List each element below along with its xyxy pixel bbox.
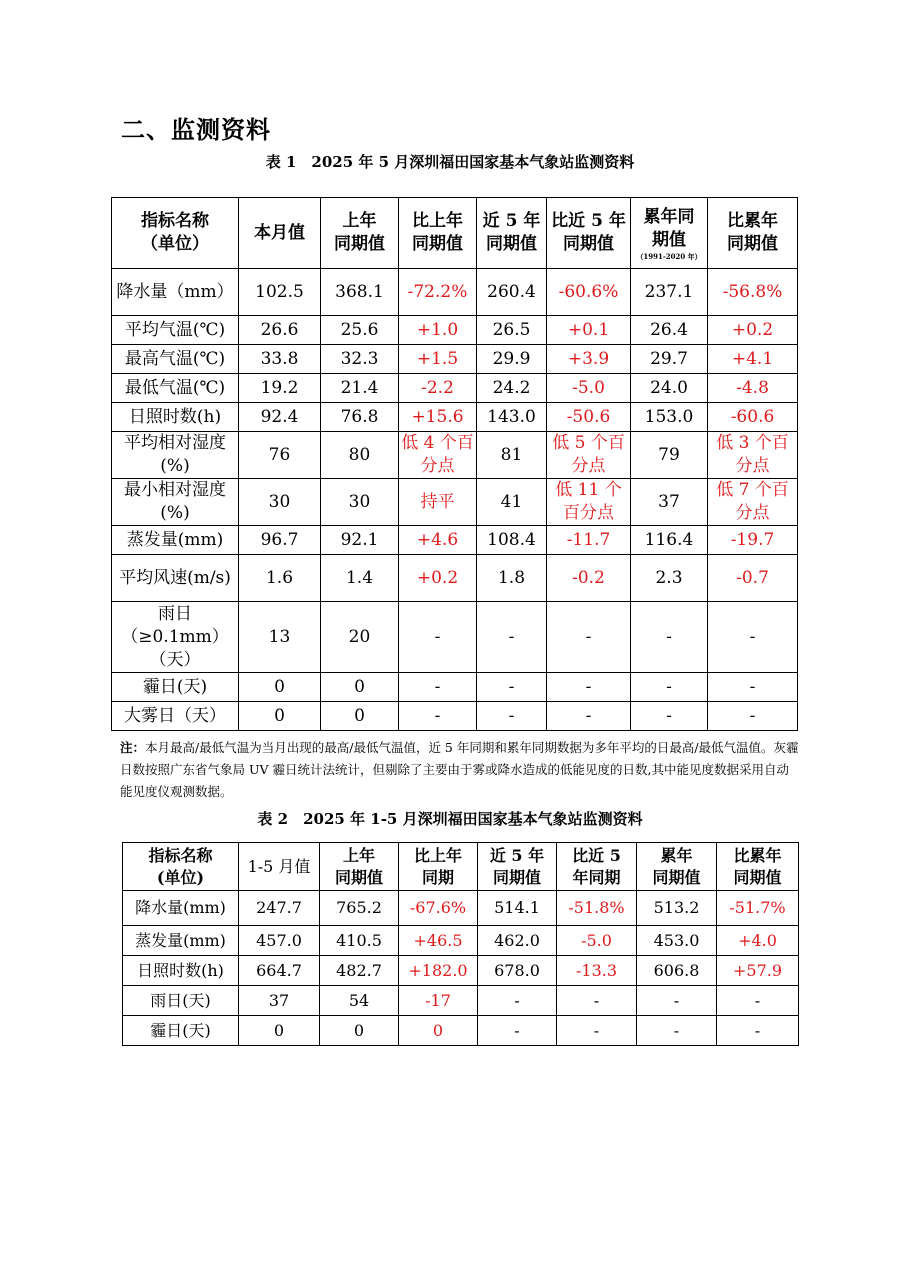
value-cell: -: [547, 673, 631, 702]
row-label-cell: 降水量(mm): [123, 891, 239, 926]
value-cell: -5.0: [557, 926, 637, 956]
value-cell: 低 4 个百分点: [399, 432, 477, 479]
value-cell: 457.0: [239, 926, 320, 956]
table2-header-cell: 比累年 同期值: [717, 843, 799, 891]
table-row: [112, 269, 798, 316]
table2-header-cell: 累年 同期值: [637, 843, 717, 891]
value-cell: -17: [399, 986, 478, 1016]
value-cell: 514.1: [478, 891, 557, 926]
value-cell: -: [477, 602, 547, 673]
table-row: [112, 345, 798, 374]
value-cell: 368.1: [321, 269, 399, 316]
table2-header-cell: 指标名称 (单位): [123, 843, 239, 891]
row-label-cell: 日照时数(h): [123, 956, 239, 986]
value-cell: 1.4: [321, 555, 399, 602]
table2-header-cell: 近 5 年 同期值: [478, 843, 557, 891]
value-cell: 20: [321, 602, 399, 673]
value-cell: +4.0: [717, 926, 799, 956]
value-cell: 482.7: [320, 956, 399, 986]
section-title: 二、监测资料: [121, 116, 271, 144]
value-cell: +0.2: [708, 316, 798, 345]
value-cell: 76.8: [321, 403, 399, 432]
table1-header-cell: 比近 5 年 同期值: [547, 198, 631, 269]
value-cell: 116.4: [631, 526, 708, 555]
value-cell: 21.4: [321, 374, 399, 403]
row-label-cell: 最高气温(℃): [112, 345, 239, 374]
row-label-cell: 蒸发量(mm): [112, 526, 239, 555]
value-cell: 410.5: [320, 926, 399, 956]
row-label-cell: 日照时数(h): [112, 403, 239, 432]
table1-header-cell: 比上年 同期值: [399, 198, 477, 269]
value-cell: -: [547, 702, 631, 731]
value-cell: +46.5: [399, 926, 478, 956]
value-cell: 低 5 个百分点: [547, 432, 631, 479]
value-cell: -: [708, 702, 798, 731]
value-cell: +0.2: [399, 555, 477, 602]
table1-header-cell: 本月值: [239, 198, 321, 269]
value-cell: 19.2: [239, 374, 321, 403]
value-cell: 30: [321, 479, 399, 526]
value-cell: 76: [239, 432, 321, 479]
value-cell: 1.6: [239, 555, 321, 602]
value-cell: 0: [239, 673, 321, 702]
table2-header-cell: 上年 同期值: [320, 843, 399, 891]
value-cell: 80: [321, 432, 399, 479]
table1-header-cell: 累年同 期值 （1991-2020 年）: [631, 198, 708, 269]
value-cell: 462.0: [478, 926, 557, 956]
value-cell: 54: [320, 986, 399, 1016]
table2-header-cell: 1-5 月值: [239, 843, 320, 891]
value-cell: -19.7: [708, 526, 798, 555]
table1-header-cell: 近 5 年 同期值: [477, 198, 547, 269]
value-cell: -51.7%: [717, 891, 799, 926]
row-label-cell: 霾日(天): [112, 673, 239, 702]
row-label-cell: 大雾日（天）: [112, 702, 239, 731]
table1-header-cell: 上年 同期值: [321, 198, 399, 269]
value-cell: 持平: [399, 479, 477, 526]
table-row: [112, 374, 798, 403]
value-cell: -60.6: [708, 403, 798, 432]
value-cell: -: [477, 702, 547, 731]
value-cell: 0: [239, 1016, 320, 1046]
value-cell: 低 11 个百分点: [547, 479, 631, 526]
table-row: [123, 926, 799, 956]
value-cell: 513.2: [637, 891, 717, 926]
value-cell: -: [637, 1016, 717, 1046]
value-cell: -11.7: [547, 526, 631, 555]
value-cell: -56.8%: [708, 269, 798, 316]
value-cell: 0: [239, 702, 321, 731]
ytd-monitoring-table: [122, 842, 799, 1046]
table-row: [112, 602, 798, 673]
row-label-cell: 雨日(天): [123, 986, 239, 1016]
value-cell: 37: [239, 986, 320, 1016]
value-cell: -: [717, 1016, 799, 1046]
row-label-cell: 霾日(天): [123, 1016, 239, 1046]
value-cell: -: [717, 986, 799, 1016]
value-cell: 0: [399, 1016, 478, 1046]
value-cell: 606.8: [637, 956, 717, 986]
value-cell: -0.2: [547, 555, 631, 602]
value-cell: +4.1: [708, 345, 798, 374]
value-cell: 29.7: [631, 345, 708, 374]
table-row: [123, 1016, 799, 1046]
value-cell: -0.7: [708, 555, 798, 602]
value-cell: -72.2%: [399, 269, 477, 316]
value-cell: -: [399, 702, 477, 731]
value-cell: 37: [631, 479, 708, 526]
row-label-cell: 平均相对湿度(%): [112, 432, 239, 479]
row-label-cell: 平均风速(m/s): [112, 555, 239, 602]
value-cell: +1.0: [399, 316, 477, 345]
value-cell: -: [631, 602, 708, 673]
table1-header-row: [112, 198, 798, 269]
value-cell: -: [637, 986, 717, 1016]
value-cell: -: [478, 1016, 557, 1046]
value-cell: 低 7 个百分点: [708, 479, 798, 526]
table-row: [112, 479, 798, 526]
table-row: [112, 316, 798, 345]
value-cell: -51.8%: [557, 891, 637, 926]
value-cell: -60.6%: [547, 269, 631, 316]
value-cell: 41: [477, 479, 547, 526]
value-cell: 25.6: [321, 316, 399, 345]
table2-caption: 表 2 2025 年 1-5 月深圳福田国家基本气象站监测资料: [257, 810, 643, 828]
value-cell: 29.9: [477, 345, 547, 374]
value-cell: 143.0: [477, 403, 547, 432]
value-cell: -: [547, 602, 631, 673]
value-cell: -: [708, 673, 798, 702]
value-cell: 79: [631, 432, 708, 479]
value-cell: 26.6: [239, 316, 321, 345]
value-cell: 237.1: [631, 269, 708, 316]
table-row: [123, 986, 799, 1016]
value-cell: 13: [239, 602, 321, 673]
row-label-cell: 最低气温(℃): [112, 374, 239, 403]
table1-header-cell: 指标名称 （单位）: [112, 198, 239, 269]
value-cell: -: [708, 602, 798, 673]
value-cell: -: [399, 673, 477, 702]
table1-caption: 表 1 2025 年 5 月深圳福田国家基本气象站监测资料: [265, 153, 635, 171]
value-cell: 1.8: [477, 555, 547, 602]
table-row: [123, 891, 799, 926]
table-row: [112, 555, 798, 602]
value-cell: 32.3: [321, 345, 399, 374]
value-cell: 30: [239, 479, 321, 526]
value-cell: 26.4: [631, 316, 708, 345]
table-row: [112, 673, 798, 702]
row-label-cell: 雨日（≥0.1mm）（天）: [112, 602, 239, 673]
value-cell: 33.8: [239, 345, 321, 374]
value-cell: +4.6: [399, 526, 477, 555]
value-cell: -5.0: [547, 374, 631, 403]
value-cell: +15.6: [399, 403, 477, 432]
value-cell: -: [399, 602, 477, 673]
table-row: [123, 956, 799, 986]
table-row: [112, 526, 798, 555]
value-cell: -: [477, 673, 547, 702]
value-cell: 102.5: [239, 269, 321, 316]
value-cell: 765.2: [320, 891, 399, 926]
row-label-cell: 平均气温(℃): [112, 316, 239, 345]
value-cell: -: [631, 702, 708, 731]
value-cell: +0.1: [547, 316, 631, 345]
value-cell: 247.7: [239, 891, 320, 926]
value-cell: 0: [320, 1016, 399, 1046]
value-cell: +3.9: [547, 345, 631, 374]
value-cell: -: [631, 673, 708, 702]
row-label-cell: 降水量（mm）: [112, 269, 239, 316]
table-row: [112, 432, 798, 479]
value-cell: -: [557, 1016, 637, 1046]
monthly-monitoring-table: [111, 197, 798, 731]
value-cell: 96.7: [239, 526, 321, 555]
value-cell: 92.4: [239, 403, 321, 432]
table-row: [112, 403, 798, 432]
value-cell: 92.1: [321, 526, 399, 555]
row-label-cell: 最小相对湿度(%): [112, 479, 239, 526]
value-cell: -4.8: [708, 374, 798, 403]
row-label-cell: 蒸发量(mm): [123, 926, 239, 956]
table-note: 注：本月最高/最低气温为当月出现的最高/最低气温值，近 5 年同期和累年同期数据为多年平均的日最高/最低气温值。灰霾日数按照广东省气象局 UV 霾日统计法统计，但剔除了主要由于雾或降水造成的低能见度的日数,其中能见度数据采用自动能见度仪观测数据。: [120, 740, 799, 799]
value-cell: 153.0: [631, 403, 708, 432]
value-cell: -50.6: [547, 403, 631, 432]
table1-header-cell: 比累年 同期值: [708, 198, 798, 269]
value-cell: 664.7: [239, 956, 320, 986]
table2-header-row: [123, 843, 799, 891]
table-row: [112, 702, 798, 731]
value-cell: 81: [477, 432, 547, 479]
value-cell: +1.5: [399, 345, 477, 374]
value-cell: -13.3: [557, 956, 637, 986]
value-cell: 26.5: [477, 316, 547, 345]
value-cell: -: [478, 986, 557, 1016]
value-cell: 24.0: [631, 374, 708, 403]
value-cell: +182.0: [399, 956, 478, 986]
table2-header-cell: 比上年 同期: [399, 843, 478, 891]
value-cell: -: [557, 986, 637, 1016]
value-cell: 24.2: [477, 374, 547, 403]
value-cell: -2.2: [399, 374, 477, 403]
value-cell: 低 3 个百分点: [708, 432, 798, 479]
value-cell: 0: [321, 673, 399, 702]
value-cell: 0: [321, 702, 399, 731]
value-cell: 453.0: [637, 926, 717, 956]
value-cell: 260.4: [477, 269, 547, 316]
table2-header-cell: 比近 5 年同期: [557, 843, 637, 891]
value-cell: +57.9: [717, 956, 799, 986]
value-cell: 108.4: [477, 526, 547, 555]
value-cell: 678.0: [478, 956, 557, 986]
value-cell: 2.3: [631, 555, 708, 602]
value-cell: -67.6%: [399, 891, 478, 926]
